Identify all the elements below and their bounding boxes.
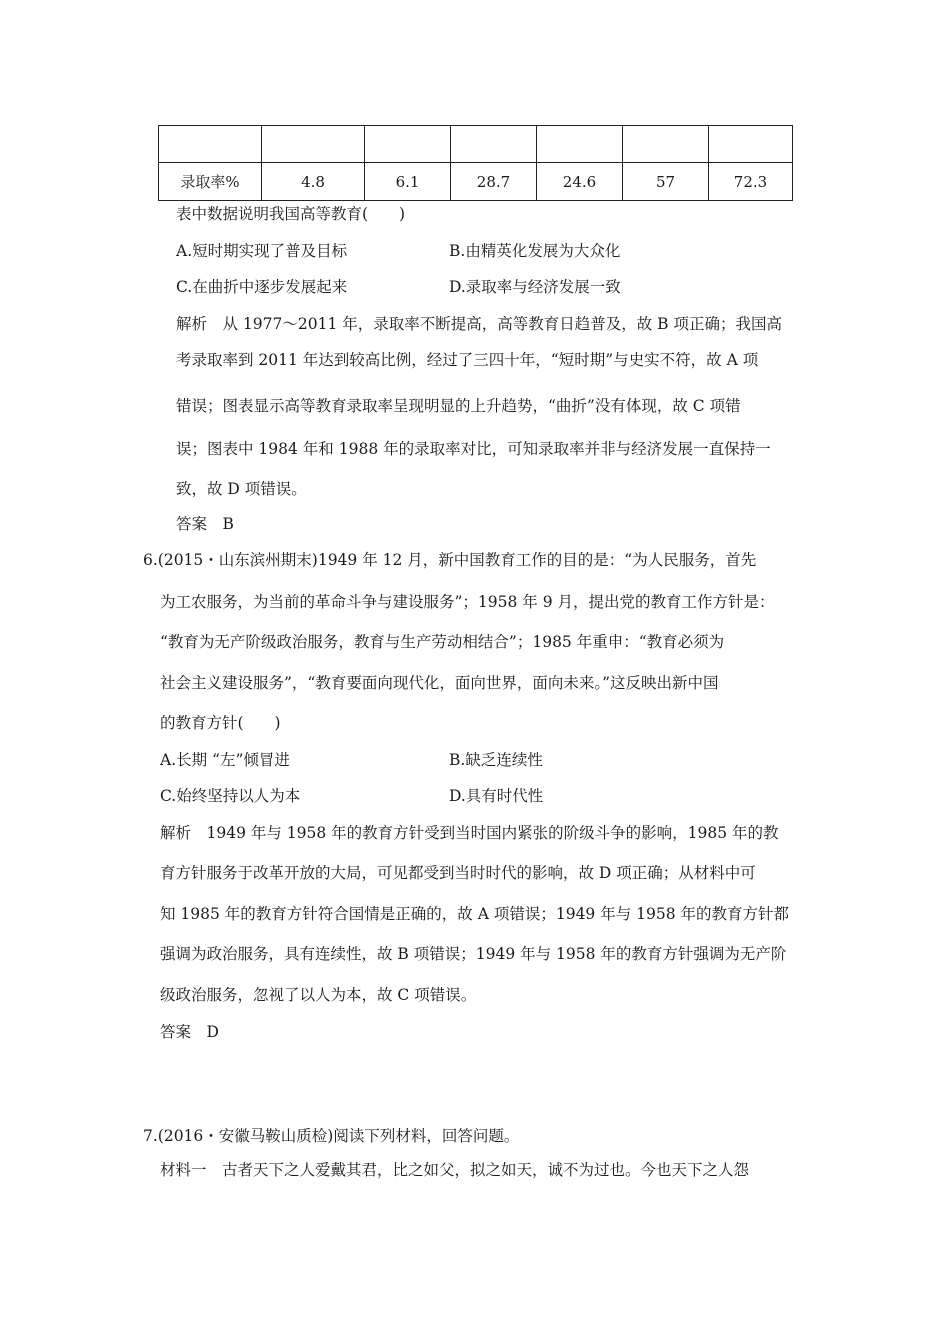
q6-stem-line: “教育为无产阶级政治服务，教育与生产劳动相结合”；1985 年重申：“教育必须为: [160, 633, 725, 651]
table-row: [159, 163, 793, 201]
q5-analysis-line: 误；图表中 1984 年和 1988 年的录取率对比，可知录取率并非与经济发展一直保持一: [176, 440, 771, 458]
q6-option-d: D.具有时代性: [449, 787, 544, 805]
table-cell: [623, 126, 709, 163]
q5-analysis-line: 解析 从 1977～2011 年，录取率不断提高，高等教育日趋普及，故 B 项正确；我国高: [176, 315, 782, 333]
q6-answer: 答案 D: [160, 1023, 219, 1041]
q7-stem: 7.(2016・安徽马鞍山质检)阅读下列材料，回答问题。: [143, 1127, 520, 1145]
q5-option-c: C.在曲折中逐步发展起来: [176, 278, 348, 296]
q5-option-a: A.短时期实现了普及目标: [176, 242, 348, 260]
admission-rate-table: [158, 125, 793, 201]
q5-analysis-line: 致，故 D 项错误。: [176, 480, 307, 498]
table-cell: 6.1: [365, 163, 451, 201]
q5-answer: 答案 B: [176, 515, 234, 533]
q6-analysis-line: 解析 1949 年与 1958 年的教育方针受到当时国内紧张的阶级斗争的影响，1985 年的教: [160, 824, 779, 842]
q6-stem-line: 6.(2015・山东滨州期末)1949 年 12 月，新中国教育工作的目的是：“为人民服务，首先: [143, 551, 757, 569]
table-cell: [262, 126, 365, 163]
q5-option-d: D.录取率与经济发展一致: [449, 278, 621, 296]
q6-stem-line: 的教育方针( ): [160, 714, 281, 732]
q6-option-a: A.长期 “左”倾冒进: [160, 751, 290, 769]
table-cell: 4.8: [262, 163, 365, 201]
table-cell: 72.3: [709, 163, 793, 201]
q6-analysis-line: 育方针服务于改革开放的大局，可见都受到当时时代的影响，故 D 项正确；从材料中可: [160, 864, 756, 882]
q7-material-one: 材料一 古者天下之人爱戴其君，比之如父，拟之如天，诚不为过也。今也天下之人怨: [160, 1161, 750, 1179]
q6-option-c: C.始终坚持以人为本: [160, 787, 301, 805]
table-cell: [537, 126, 623, 163]
table-cell: [451, 126, 537, 163]
q6-option-b: B.缺乏连续性: [449, 751, 543, 769]
table-row: [159, 126, 793, 163]
table-cell: [365, 126, 451, 163]
q6-analysis-line: 级政治服务，忽视了以人为本，故 C 项错误。: [160, 986, 477, 1004]
q5-stem: 表中数据说明我国高等教育( ): [176, 205, 406, 223]
q5-analysis-line: 考录取率到 2011 年达到较高比例，经过了三四十年，“短时期”与史实不符，故 A 项: [176, 351, 759, 369]
table-cell: [709, 126, 793, 163]
table-cell: 28.7: [451, 163, 537, 201]
q5-analysis-line: 错误；图表显示高等教育录取率呈现明显的上升趋势，“曲折”没有体现，故 C 项错: [176, 397, 741, 415]
q6-stem-line: 为工农服务，为当前的革命斗争与建设服务”；1958 年 9 月，提出党的教育工作方针是：: [160, 593, 775, 611]
table-cell: 57: [623, 163, 709, 201]
q6-analysis-line: 知 1985 年的教育方针符合国情是正确的，故 A 项错误；1949 年与 1958 年的教育方针都: [160, 905, 790, 923]
row-label-admission-rate: 录取率%: [159, 163, 262, 201]
table-cell: 24.6: [537, 163, 623, 201]
q6-analysis-line: 强调为政治服务，具有连续性，故 B 项错误；1949 年与 1958 年的教育方针强调为无产阶: [160, 945, 787, 963]
q5-option-b: B.由精英化发展为大众化: [449, 242, 621, 260]
q6-stem-line: 社会主义建设服务”，“教育要面向现代化，面向世界，面向未来。”这反映出新中国: [160, 674, 719, 692]
table-cell: [159, 126, 262, 163]
